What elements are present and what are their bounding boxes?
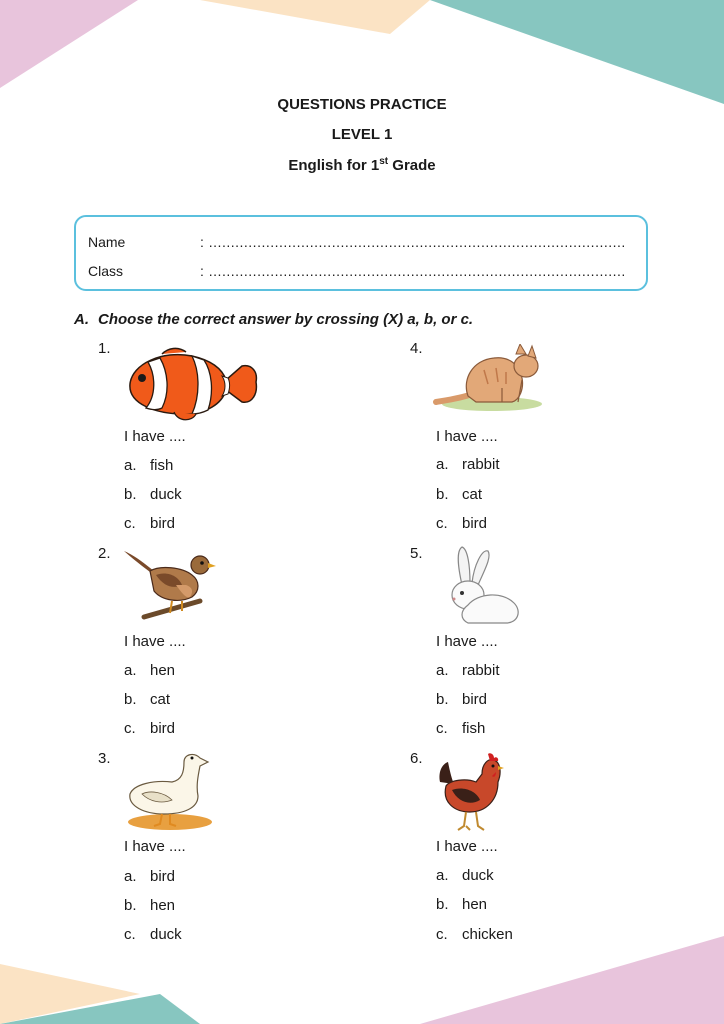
option-text: duck <box>150 926 182 943</box>
option-text: duck <box>462 867 494 884</box>
question-stem: I have .... <box>124 838 186 855</box>
name-label: Name <box>88 234 126 250</box>
option-letter: c. <box>436 720 448 737</box>
option-c[interactable] <box>436 926 513 943</box>
option-text: cat <box>150 691 171 708</box>
instruction-text: Choose the correct answer by crossing (X) a, b, or c. <box>98 311 474 328</box>
grade-label-post: Grade <box>388 157 436 174</box>
question-number: 3. <box>98 750 111 767</box>
option-text: rabbit <box>462 662 500 679</box>
option-text: hen <box>150 897 176 914</box>
question-number: 4. <box>410 340 423 357</box>
option-a[interactable] <box>436 662 500 679</box>
option-b[interactable] <box>124 897 175 914</box>
option-c[interactable] <box>124 515 175 532</box>
option-letter: a. <box>124 868 137 885</box>
question-stem: I have .... <box>124 428 186 445</box>
option-text: rabbit <box>462 456 500 473</box>
option-a[interactable] <box>124 868 175 885</box>
duck-icon <box>124 750 216 834</box>
option-letter: b. <box>124 486 137 503</box>
option-b[interactable] <box>124 486 182 503</box>
question-5 <box>410 545 710 745</box>
bird-icon <box>120 545 216 629</box>
option-text: hen <box>150 662 176 679</box>
question-number: 1. <box>98 340 111 357</box>
option-b[interactable] <box>436 486 482 503</box>
question-3 <box>98 750 398 950</box>
question-stem: I have .... <box>436 428 498 445</box>
option-text: duck <box>150 486 182 503</box>
option-a[interactable] <box>436 867 494 884</box>
worksheet-title: QUESTIONS PRACTICE <box>277 96 447 113</box>
option-b[interactable] <box>124 691 170 708</box>
option-letter: c. <box>436 926 448 943</box>
question-stem: I have .... <box>436 633 498 650</box>
level-label: LEVEL 1 <box>331 126 393 143</box>
option-text: bird <box>150 720 176 737</box>
option-a[interactable] <box>436 456 500 473</box>
option-letter: b. <box>436 896 449 913</box>
option-letter: b. <box>124 897 137 914</box>
option-letter: c. <box>436 515 448 532</box>
option-text: chicken <box>462 926 513 943</box>
option-b[interactable] <box>436 691 487 708</box>
class-field[interactable]: : ............................................................................................... <box>200 263 626 279</box>
question-stem: I have .... <box>124 633 186 650</box>
name-field[interactable]: : ............................................................................................... <box>200 234 626 250</box>
option-c[interactable] <box>436 515 487 532</box>
option-c[interactable] <box>124 720 175 737</box>
question-2 <box>98 545 398 745</box>
option-letter: a. <box>124 662 137 679</box>
question-number: 5. <box>410 545 423 562</box>
option-a[interactable] <box>124 457 173 474</box>
option-text: bird <box>150 515 176 532</box>
class-label: Class <box>88 263 124 279</box>
option-text: fish <box>462 720 486 737</box>
option-text: hen <box>462 896 488 913</box>
option-text: fish <box>150 457 174 474</box>
option-letter: a. <box>436 662 449 679</box>
option-letter: c. <box>124 515 136 532</box>
option-a[interactable] <box>124 662 175 679</box>
student-info-box <box>74 215 648 291</box>
cat-icon <box>432 344 544 414</box>
option-text: bird <box>150 868 176 885</box>
option-letter: a. <box>436 867 449 884</box>
option-letter: c. <box>124 926 136 943</box>
option-letter: a. <box>436 456 449 473</box>
hen-icon <box>436 752 506 834</box>
question-number: 6. <box>410 750 423 767</box>
question-4 <box>410 340 710 540</box>
option-text: bird <box>462 515 488 532</box>
question-number: 2. <box>98 545 111 562</box>
option-c[interactable] <box>436 720 485 737</box>
grade-label-pre: English for 1 <box>288 157 380 174</box>
grade-label <box>0 156 724 174</box>
option-c[interactable] <box>124 926 182 943</box>
option-letter: b. <box>124 691 137 708</box>
question-stem: I have .... <box>436 838 498 855</box>
option-letter: c. <box>124 720 136 737</box>
option-letter: b. <box>436 486 449 503</box>
section-letter: A. <box>74 311 89 328</box>
question-1 <box>98 340 398 540</box>
question-6 <box>410 750 710 950</box>
rabbit-icon <box>438 545 524 629</box>
section-a-instruction <box>74 311 473 328</box>
option-letter: b. <box>436 691 449 708</box>
option-text: cat <box>462 486 483 503</box>
clownfish-icon <box>122 342 262 422</box>
grade-label-suffix: st <box>379 156 389 167</box>
option-letter: a. <box>124 457 137 474</box>
option-text: bird <box>462 691 488 708</box>
option-b[interactable] <box>436 896 487 913</box>
